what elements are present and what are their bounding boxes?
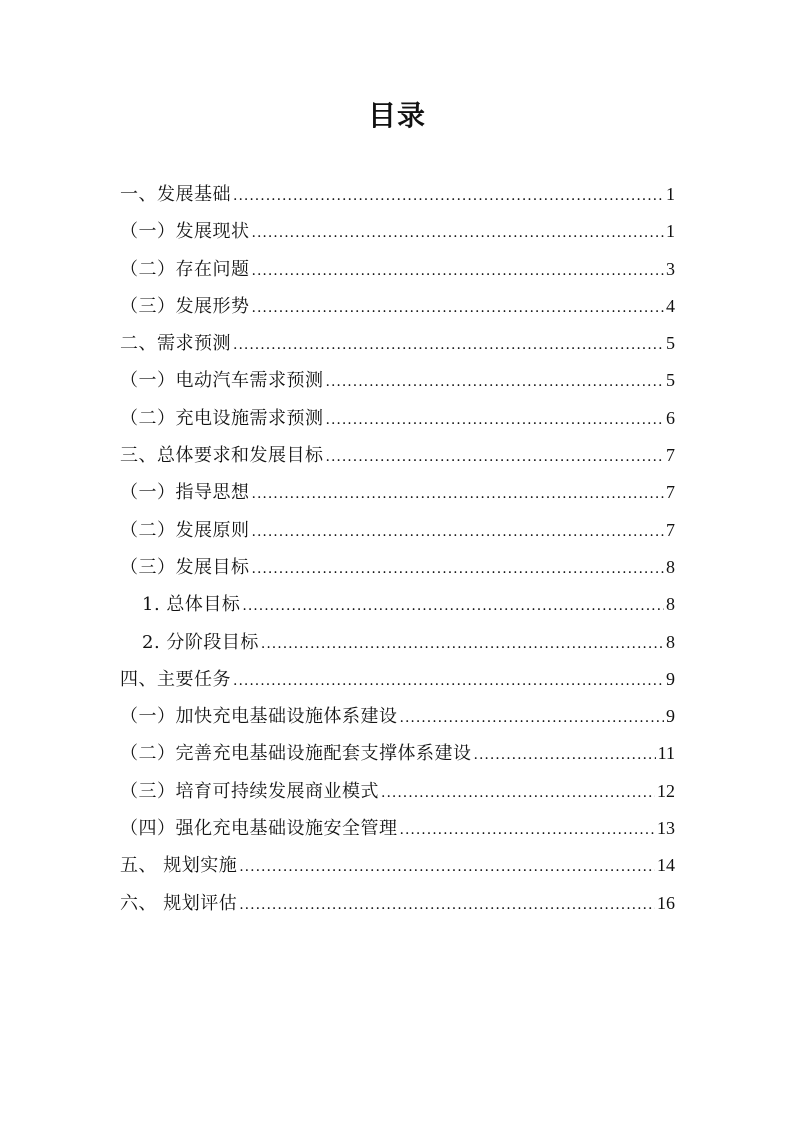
toc-entry[interactable] [120,437,675,474]
toc-entry-label: 2. 分阶段目标 [142,631,259,653]
toc-entry-page-number: 3 [666,258,675,279]
toc-entry-page-number: 6 [666,407,675,428]
toc-entry[interactable] [120,624,675,661]
toc-entry-page-number: 13 [657,818,675,839]
toc-dot-leader [252,290,665,327]
toc-dot-leader [326,364,665,401]
toc-dot-leader [252,514,665,551]
toc-entry-label: （一）指导思想 [120,482,250,504]
toc-entry-page-number: 14 [657,855,675,876]
toc-entry-label: （一）电动汽车需求预测 [120,370,324,392]
toc-entry-label: 六、 规划评估 [120,892,238,914]
toc-dot-leader [326,439,665,476]
toc-dot-leader [261,626,664,663]
toc-entry[interactable] [120,325,675,362]
toc-dot-leader [326,402,665,439]
toc-entry-page-number: 7 [666,445,675,466]
toc-dot-leader [400,812,656,849]
toc-entry-page-number: 7 [666,519,675,540]
toc-entry-label: （三）发展形势 [120,295,250,317]
toc-entry-label: 三、总体要求和发展目标 [120,445,324,467]
toc-entry[interactable] [120,661,675,698]
toc-dot-leader [252,551,665,588]
toc-entry-page-number: 9 [666,706,675,727]
toc-entry[interactable] [120,288,675,325]
toc-entry-page-number: 8 [666,594,675,615]
toc-dot-leader [239,887,655,924]
toc-entry-label: （二）完善充电基础设施配套支撑体系建设 [120,743,472,765]
toc-entry-label: （二）充电设施需求预测 [120,407,324,429]
toc-entry-label: 一、发展基础 [120,184,231,205]
toc-entry-label: （一）加快充电基础设施体系建设 [120,706,398,728]
toc-entry[interactable] [120,586,675,623]
toc-entry[interactable] [120,400,675,437]
toc-entry-page-number: 1 [666,184,675,204]
toc-entry-page-number: 7 [666,482,675,503]
toc-entry[interactable] [120,549,675,586]
toc-entry[interactable] [120,251,675,288]
toc-entry-label: 五、 规划实施 [120,855,238,877]
toc-entry[interactable] [120,512,675,549]
toc-entry-label: 二、需求预测 [120,333,231,355]
toc-dot-leader [381,775,655,812]
toc-entry[interactable] [120,735,675,772]
toc-entry-page-number: 16 [657,892,675,913]
toc-entry[interactable] [120,698,675,735]
toc-entry-page-number: 11 [657,743,675,764]
toc-title: 目录 [367,99,426,132]
toc-dot-leader [400,700,665,737]
toc-entry[interactable] [120,885,675,922]
toc-entry-page-number: 12 [657,780,675,801]
toc-entry-page-number: 1 [666,221,675,242]
toc-entry[interactable] [120,810,675,847]
toc-dot-leader [242,588,664,625]
toc-dot-leader [233,327,664,364]
toc-entry-page-number: 8 [666,631,675,652]
toc-dot-leader [474,737,656,774]
toc-dot-leader [252,476,665,513]
toc-entry[interactable] [120,847,675,884]
toc-entry[interactable] [120,362,675,399]
toc-entry[interactable] [120,213,675,250]
toc-dot-leader [233,178,664,215]
toc-entry-label: （二）发展原则 [120,519,250,541]
toc-dot-leader [252,215,665,252]
toc-entry[interactable] [120,773,675,810]
toc-entry-label: （一）发展现状 [120,221,250,243]
toc-list [120,176,675,922]
toc-entry-page-number: 5 [666,333,675,354]
toc-entry-page-number: 5 [666,370,675,391]
toc-entry-label: （三）培育可持续发展商业模式 [120,780,379,802]
toc-entry-label: （三）发展目标 [120,556,250,578]
toc-entry-page-number: 8 [666,556,675,577]
toc-entry-label: （二）存在问题 [120,258,250,280]
toc-entry-label: 1. 总体目标 [142,594,241,616]
toc-entry-label: 四、主要任务 [120,668,231,690]
toc-entry-page-number: 4 [666,295,675,316]
toc-dot-leader [252,253,665,290]
toc-entry[interactable] [120,474,675,511]
toc-entry-label: （四）强化充电基础设施安全管理 [120,818,398,840]
toc-dot-leader [233,663,664,700]
toc-entry[interactable] [120,176,675,213]
toc-entry-page-number: 9 [666,668,675,689]
toc-dot-leader [239,849,655,886]
